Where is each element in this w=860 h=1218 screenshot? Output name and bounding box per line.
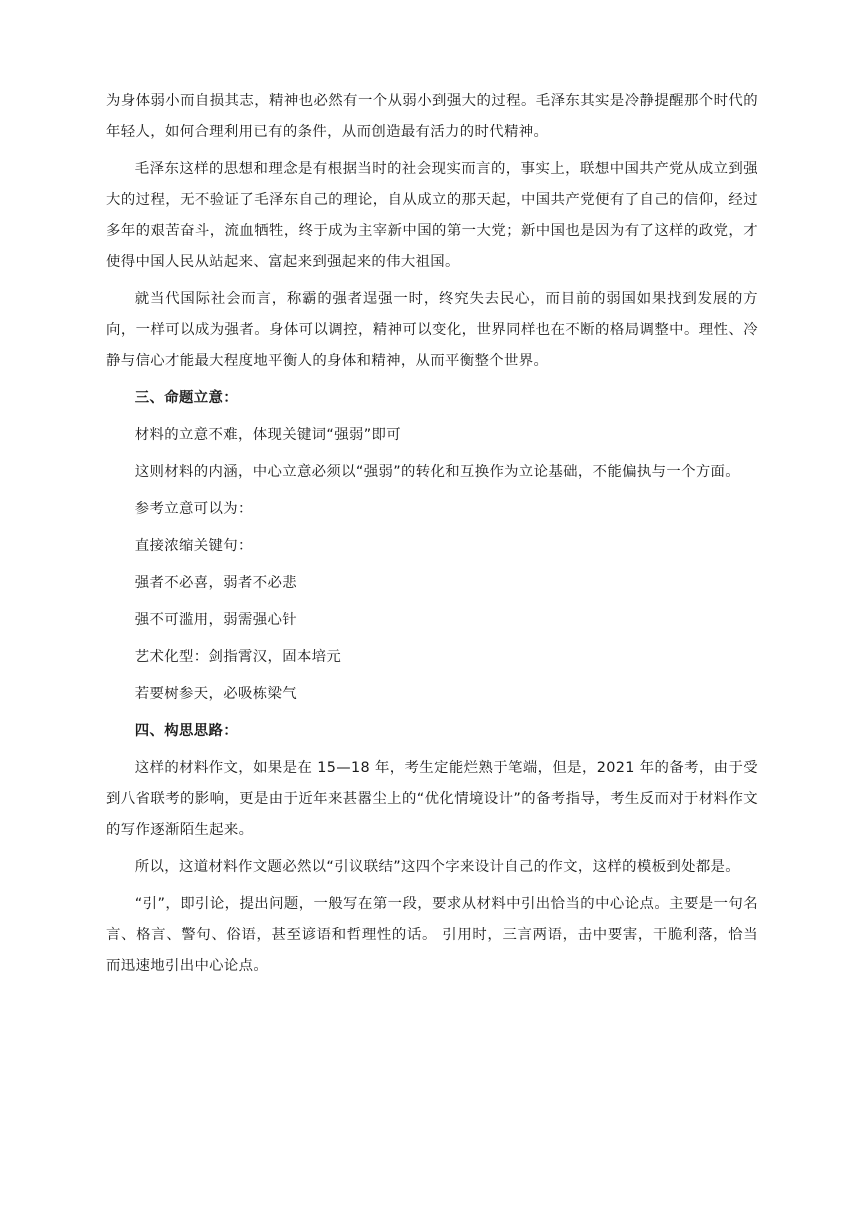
paragraph-intent-core: 这则材料的内涵，中心立意必须以“强弱”的转化和互换作为立论基础，不能偏执与一个方面。 <box>134 464 741 480</box>
paragraph-approach-template: 所以，这道材料作文题必然以“引议联结”这四个字来设计自己的作文，这样的模板到处都是。 <box>134 859 741 875</box>
paragraph-mao-thought: 毛泽东这样的思想和理念是有根据当时的社会现实而言的，事实上，联想中国共产党从成立到强大的过程，无不验证了毛泽东自己的理论，自从成立的那天起，中国共产党便有了自己的信仰，经过多年的艰苦奋斗，流血牺牲，终于成为主宰新中国的第一大党；新中国也是因为有了这样的政党，才使得中国人民从站起来、富起来到强起来的伟大祖国。 <box>106 161 758 270</box>
paragraph-intent-easy: 材料的立意不难，体现关键词“强弱”即可 <box>134 427 401 443</box>
document-body <box>106 86 758 982</box>
intent-item-4: 若要树参天，必吸栋梁气 <box>134 686 297 702</box>
paragraph-approach-yin: “引”，即引论，提出问题，一般写在第一段，要求从材料中引出恰当的中心论点。主要是一句名言、格言、警句、俗语，甚至谚语和哲理性的话。 引用时，三言两语，击中要害，干脆利落，恰当而迅速地引出中心论点。 <box>106 896 758 974</box>
paragraph-continuation: 为身体弱小而自损其志，精神也必然有一个从弱小到强大的过程。毛泽东其实是冷静提醒那个时代的年轻人，如何合理利用已有的条件，从而创造最有活力的时代精神。 <box>106 93 758 140</box>
intent-item-2: 强不可滥用，弱需强心针 <box>134 612 297 628</box>
intent-item-1: 强者不必喜，弱者不必悲 <box>134 575 297 591</box>
section-heading-approach: 四、构思思路： <box>134 723 238 739</box>
paragraph-approach-context: 这样的材料作文，如果是在 15—18 年，考生定能烂熟于笔端，但是，2021 年的备考，由于受到八省联考的影响，更是由于近年来甚嚣尘上的“优化情境设计”的备考指导，考生反而对于材料作文的写作逐渐陌生起来。 <box>106 760 758 838</box>
paragraph-reference-intent: 参考立意可以为： <box>134 501 253 517</box>
paragraph-direct-keywords: 直接浓缩关键句： <box>134 538 253 554</box>
intent-item-artistic: 艺术化型：剑指霄汉，固本培元 <box>134 649 342 665</box>
section-heading-intent: 三、命题立意： <box>134 390 238 406</box>
paragraph-international: 就当代国际社会而言，称霸的强者逞强一时，终究失去民心，而目前的弱国如果找到发展的方向，一样可以成为强者。身体可以调控，精神可以变化，世界同样也在不断的格局调整中。理性、冷静与信心才能最大程度地平衡人的身体和精神，从而平衡整个世界。 <box>106 291 758 369</box>
